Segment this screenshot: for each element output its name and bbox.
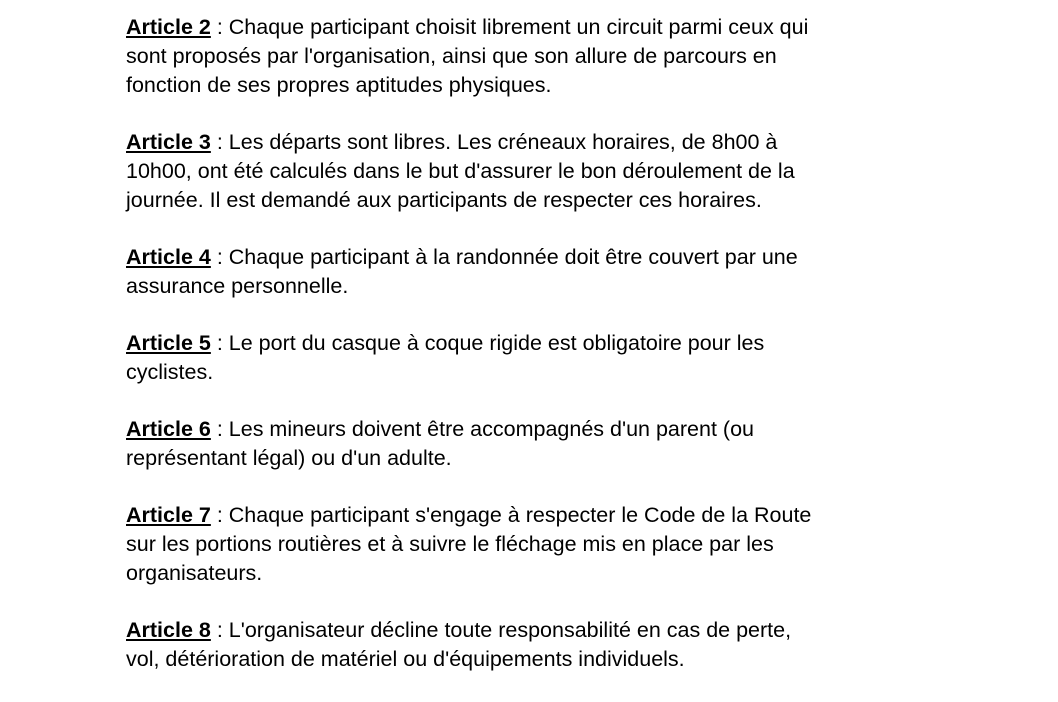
article-label: Article 7: [126, 503, 211, 527]
article-separator: :: [210, 417, 229, 441]
article-label: Article 3: [126, 130, 211, 154]
article-separator: :: [210, 130, 229, 154]
article-text: Chaque participant s'engage à respecter le Code de la Route: [228, 503, 812, 527]
article-text: Les mineurs doivent être accompagnés d'un parent (ou: [228, 417, 754, 441]
article-line: [126, 128, 946, 157]
article-separator: :: [210, 618, 229, 642]
article-6: [126, 415, 946, 473]
article-8: [126, 616, 946, 674]
article-separator: :: [210, 15, 229, 39]
article-text: Chaque participant choisit librement un circuit parmi ceux qui: [228, 15, 809, 39]
article-3: [126, 128, 946, 215]
article-separator: :: [210, 503, 229, 527]
article-label: Article 5: [126, 331, 211, 355]
article-separator: :: [210, 245, 229, 269]
article-line: [126, 501, 946, 530]
article-2: [126, 13, 946, 100]
article-line: cyclistes.: [126, 360, 214, 384]
regulations-document: [126, 13, 946, 702]
article-line: [126, 415, 946, 444]
article-line: [126, 243, 946, 272]
article-line: sur les portions routières et à suivre le fléchage mis en place par les: [126, 532, 774, 556]
article-line: vol, détérioration de matériel ou d'équipements individuels.: [126, 647, 685, 671]
article-line: 10h00, ont été calculés dans le but d'assurer le bon déroulement de la: [126, 159, 795, 183]
article-line: assurance personnelle.: [126, 274, 349, 298]
article-label: Article 2: [126, 15, 211, 39]
article-5: [126, 329, 946, 387]
article-line: organisateurs.: [126, 561, 263, 585]
article-line: [126, 329, 946, 358]
article-label: Article 6: [126, 417, 211, 441]
article-text: L'organisateur décline toute responsabilité en cas de perte,: [228, 618, 792, 642]
article-text: Le port du casque à coque rigide est obligatoire pour les: [228, 331, 765, 355]
article-4: [126, 243, 946, 301]
article-label: Article 8: [126, 618, 211, 642]
article-line: sont proposés par l'organisation, ainsi que son allure de parcours en: [126, 44, 777, 68]
article-line: [126, 13, 946, 42]
article-line: [126, 616, 946, 645]
article-text: Les départs sont libres. Les créneaux horaires, de 8h00 à: [228, 130, 778, 154]
article-text: Chaque participant à la randonnée doit être couvert par une: [228, 245, 798, 269]
article-label: Article 4: [126, 245, 211, 269]
article-line: fonction de ses propres aptitudes physiques.: [126, 73, 552, 97]
article-line: journée. Il est demandé aux participants de respecter ces horaires.: [126, 188, 762, 212]
article-separator: :: [210, 331, 229, 355]
article-7: [126, 501, 946, 588]
article-line: représentant légal) ou d'un adulte.: [126, 446, 452, 470]
